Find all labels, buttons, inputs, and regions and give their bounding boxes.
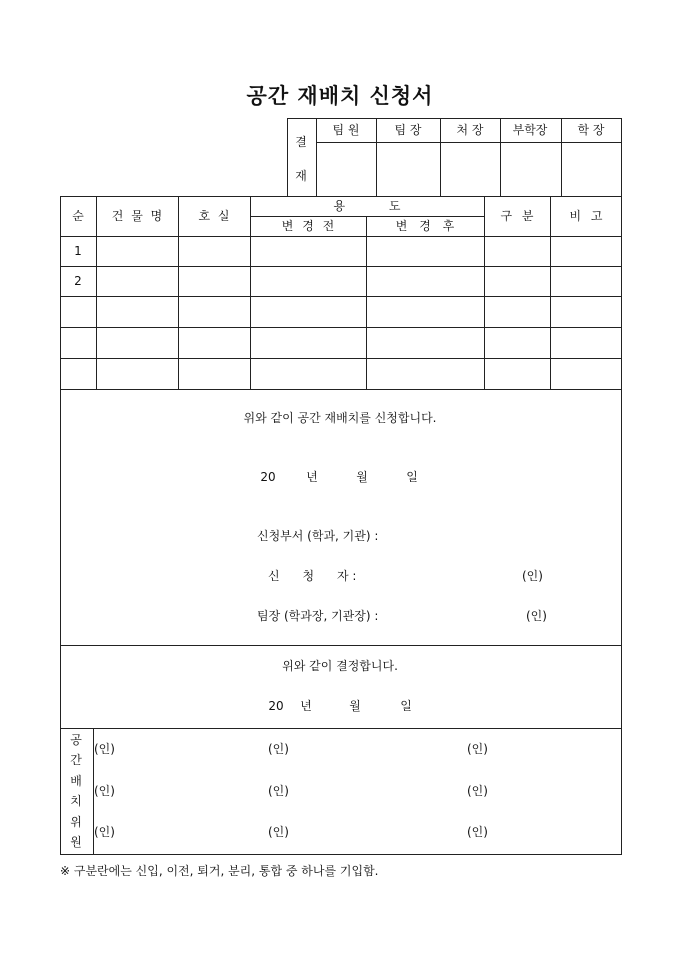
- row-input-remarks[interactable]: [551, 297, 620, 326]
- row-input-room[interactable]: [179, 328, 249, 357]
- header-building: 건 물 명: [111, 209, 163, 223]
- date-year-unit: 년: [300, 699, 312, 713]
- committee-label-char: 위: [70, 815, 82, 829]
- committee-label-char: 원: [70, 835, 82, 849]
- application-statement: 위와 같이 공간 재배치를 신청합니다.: [243, 411, 437, 425]
- applicant-input[interactable]: [420, 567, 515, 585]
- committee-seal: (인): [467, 825, 488, 839]
- row-input-remarks[interactable]: [551, 328, 620, 357]
- approval-label-bottom: 재: [295, 169, 307, 183]
- date-day-unit: 일: [400, 699, 412, 713]
- team-leader-label: 팀장 (학과장, 기관장) :: [257, 609, 379, 623]
- department-label: 신청부서 (학과, 기관) :: [257, 529, 379, 543]
- row-input-building[interactable]: [97, 267, 177, 295]
- committee-seal: (인): [467, 742, 488, 756]
- approval-header-dean: 학 장: [577, 123, 605, 137]
- committee-seal: (인): [268, 825, 289, 839]
- date-month-unit: 월: [349, 699, 361, 713]
- row-input-category[interactable]: [485, 297, 549, 326]
- row-seq: 1: [74, 244, 82, 258]
- row-input-category[interactable]: [485, 328, 549, 357]
- header-seq: 순: [72, 209, 84, 223]
- row-input-usage-after[interactable]: [367, 297, 483, 326]
- footnote: ※ 구분란에는 신입, 이전, 퇴거, 분리, 통합 중 하나를 기입함.: [60, 864, 379, 878]
- row-input-usage-after[interactable]: [367, 328, 483, 357]
- approval-sign-area-vice-dean[interactable]: [501, 143, 560, 195]
- committee-seal: (인): [467, 784, 488, 798]
- row-input-room[interactable]: [179, 237, 249, 265]
- approval-sign-area-dean[interactable]: [562, 143, 620, 195]
- date-month-unit: 월: [356, 470, 368, 484]
- row-input-usage-before[interactable]: [251, 328, 365, 357]
- row-input-building[interactable]: [97, 359, 177, 388]
- row-input-room[interactable]: [179, 359, 249, 388]
- row-input-category[interactable]: [485, 237, 549, 265]
- header-remarks: 비 고: [569, 209, 603, 223]
- decision-statement: 위와 같이 결정합니다.: [282, 659, 398, 673]
- approval-label-top: 결: [295, 135, 307, 149]
- header-category: 구 분: [500, 209, 534, 223]
- row-input-usage-after[interactable]: [367, 237, 483, 265]
- committee-seal: (인): [268, 742, 289, 756]
- header-room: 호 실: [198, 209, 230, 223]
- row-input-usage-after[interactable]: [367, 359, 483, 388]
- committee-seal: (인): [94, 825, 115, 839]
- date-year-unit: 년: [306, 470, 318, 484]
- header-usage-before: 변 경 전: [281, 219, 335, 233]
- applicant-label: 신 청 자 :: [268, 569, 357, 583]
- approval-header-team-member: 팀 원: [332, 123, 360, 137]
- approval-sign-area-team-leader[interactable]: [377, 143, 439, 195]
- committee-label-char: 공: [70, 733, 82, 747]
- row-input-remarks[interactable]: [551, 359, 620, 388]
- row-input-usage-before[interactable]: [251, 359, 365, 388]
- date-year-prefix: 20: [268, 699, 284, 713]
- page-title: 공간 재배치 신청서: [246, 83, 434, 108]
- approval-header-vice-dean: 부학장: [512, 123, 548, 137]
- row-input-remarks[interactable]: [551, 267, 620, 295]
- approval-sign-area-team-member[interactable]: [317, 143, 375, 195]
- row-input-category[interactable]: [485, 359, 549, 388]
- committee-label-char: 간: [70, 753, 82, 767]
- header-usage-after: 변 경 후: [395, 219, 455, 233]
- row-input-usage-before[interactable]: [251, 237, 365, 265]
- row-input-room[interactable]: [179, 297, 249, 326]
- row-input-building[interactable]: [97, 297, 177, 326]
- header-usage: 용 도: [333, 199, 401, 213]
- committee-label-char: 배: [70, 774, 82, 788]
- approval-sign-area-director[interactable]: [441, 143, 499, 195]
- row-input-usage-before[interactable]: [251, 297, 365, 326]
- row-input-building[interactable]: [97, 237, 177, 265]
- date-day-unit: 일: [406, 470, 418, 484]
- row-input-remarks[interactable]: [551, 237, 620, 265]
- committee-seal: (인): [94, 742, 115, 756]
- row-input-usage-before[interactable]: [251, 267, 365, 295]
- department-input[interactable]: [420, 527, 570, 545]
- row-input-category[interactable]: [485, 267, 549, 295]
- applicant-seal: (인): [522, 569, 543, 583]
- committee-seal: (인): [94, 784, 115, 798]
- row-input-room[interactable]: [179, 267, 249, 295]
- committee-seal: (인): [268, 784, 289, 798]
- approval-header-director: 처 장: [456, 123, 484, 137]
- row-input-building[interactable]: [97, 328, 177, 357]
- row-input-usage-after[interactable]: [367, 267, 483, 295]
- committee-label-char: 치: [70, 794, 82, 808]
- date-year-prefix: 20: [260, 470, 276, 484]
- approval-header-team-leader: 팀 장: [394, 123, 422, 137]
- row-seq: 2: [74, 274, 82, 288]
- team-leader-seal: (인): [526, 609, 547, 623]
- team-leader-input[interactable]: [420, 607, 520, 625]
